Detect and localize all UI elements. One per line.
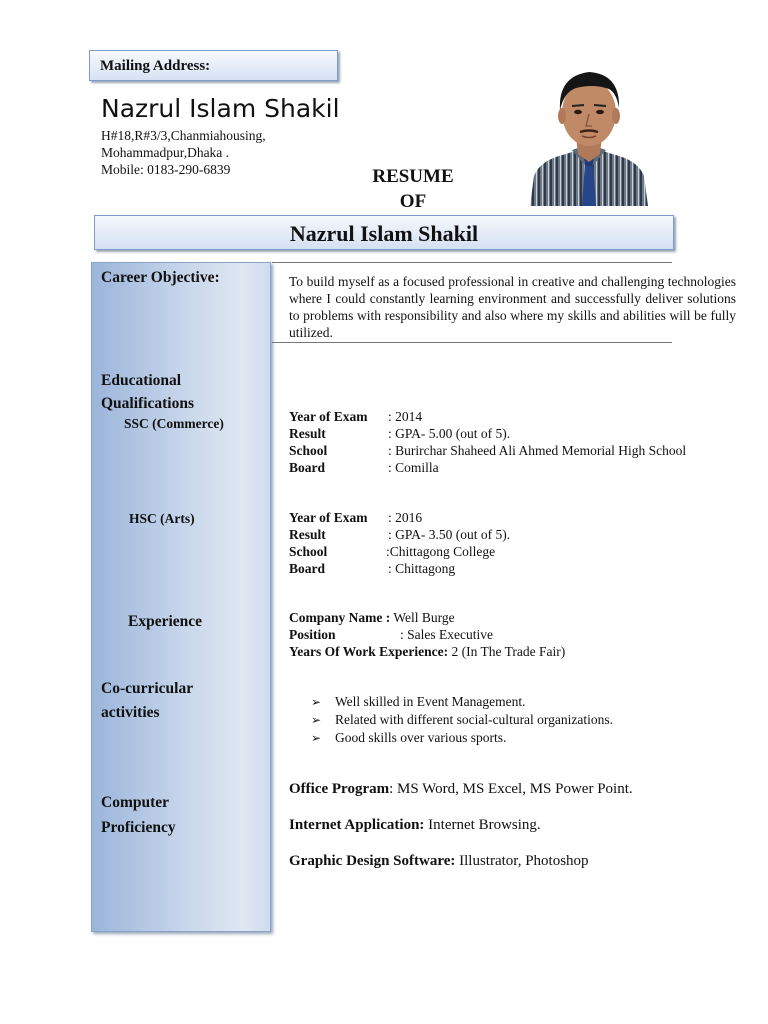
career-objective-text: To build myself as a focused professional in creative and challenging technologies where I could constantly learning environment and successfully deliver solutions to problems with responsibility and also where my skills and abilities will be fully utilized. <box>289 274 736 340</box>
portrait-illustration <box>526 58 652 206</box>
graphic-design-value: Illustrator, Photoshop <box>455 853 589 869</box>
work-experience-key: Years Of Work Experience: <box>289 644 449 659</box>
cocurricular-label-line-1: Co-curricular <box>101 680 194 697</box>
educational-qualifications-label <box>101 369 194 415</box>
arrow-bullet-icon: ➢ <box>311 731 322 745</box>
cocurricular-label <box>101 677 193 724</box>
address-block <box>101 127 266 178</box>
experience-details <box>289 609 565 660</box>
hsc-label: HSC (Arts) <box>129 511 195 526</box>
ssc-year-value: : 2014 <box>388 409 423 424</box>
ssc-label: SSC (Commerce) <box>124 416 224 431</box>
internet-application-key: Internet Application: <box>289 817 425 833</box>
activity-text: Good skills over various sports. <box>335 730 507 745</box>
ssc-result-key: Result <box>289 426 326 441</box>
office-program-line <box>289 780 633 799</box>
educational-label-line-2: Qualifications <box>101 395 195 412</box>
educational-label-line-1: Educational <box>101 372 182 389</box>
position-key: Position <box>289 627 336 642</box>
profile-photo <box>526 58 652 206</box>
arrow-bullet-icon: ➢ <box>311 695 322 709</box>
activities-list <box>311 693 613 747</box>
cocurricular-label-line-2: activities <box>101 704 160 721</box>
resume-title-line-1: RESUME <box>372 166 454 187</box>
resume-title-line-2: OF <box>399 191 427 212</box>
activity-text: Well skilled in Event Management. <box>335 694 526 709</box>
arrow-bullet-icon: ➢ <box>311 713 322 727</box>
hsc-year-value: : 2016 <box>388 510 423 525</box>
hsc-school-key: School <box>289 544 328 559</box>
computer-label-line-1: Computer <box>101 794 170 811</box>
hsc-board-key: Board <box>289 561 326 576</box>
divider-top <box>272 262 672 263</box>
internet-application-value: Internet Browsing. <box>424 817 541 833</box>
name-banner: Nazrul Islam Shakil <box>94 215 674 250</box>
ssc-board-key: Board <box>289 460 326 475</box>
graphic-design-key: Graphic Design Software: <box>289 853 456 869</box>
hsc-details <box>289 509 510 577</box>
ssc-result-value: : GPA- 5.00 (out of 5). <box>388 426 511 441</box>
address-line-2: Mohammadpur,Dhaka . <box>101 145 230 160</box>
list-item <box>311 729 613 747</box>
hsc-year-key: Year of Exam <box>289 510 368 525</box>
ssc-details <box>289 408 686 476</box>
ssc-school-value: : Burirchar Shaheed Ali Ahmed Memorial High School <box>388 443 687 458</box>
computer-label-line-2: Proficiency <box>101 819 176 836</box>
divider-objective <box>272 342 672 343</box>
hsc-school-value: :Chittagong College <box>386 544 496 559</box>
office-program-key: Office Program <box>289 781 390 797</box>
company-name-value: Well Burge <box>390 610 455 625</box>
internet-application-line <box>289 816 541 835</box>
applicant-name: Nazrul Islam Shakil <box>101 94 340 123</box>
hsc-result-key: Result <box>289 527 326 542</box>
graphic-design-line <box>289 852 589 871</box>
list-item <box>311 711 613 729</box>
mobile-number: Mobile: 0183-290-6839 <box>101 162 231 177</box>
address-line-1: H#18,R#3/3,Chanmiahousing, <box>101 128 266 143</box>
activity-text: Related with different social-cultural organizations. <box>335 712 614 727</box>
career-objective-label: Career Objective: <box>101 269 220 286</box>
list-item <box>311 693 613 711</box>
ssc-school-key: School <box>289 443 328 458</box>
hsc-result-value: : GPA- 3.50 (out of 5). <box>388 527 511 542</box>
experience-label: Experience <box>128 613 203 630</box>
position-value: : Sales Executive <box>400 627 493 642</box>
mailing-address-heading: Mailing Address: <box>89 50 338 81</box>
ssc-board-value: : Comilla <box>388 460 439 475</box>
company-name-key: Company Name : <box>289 610 391 625</box>
hsc-board-value: : Chittagong <box>388 561 456 576</box>
ssc-year-key: Year of Exam <box>289 409 368 424</box>
resume-title <box>353 164 473 214</box>
office-program-value: : MS Word, MS Excel, MS Power Point. <box>389 781 633 797</box>
computer-proficiency-label <box>101 790 176 840</box>
work-experience-value: 2 (In The Trade Fair) <box>448 644 566 659</box>
